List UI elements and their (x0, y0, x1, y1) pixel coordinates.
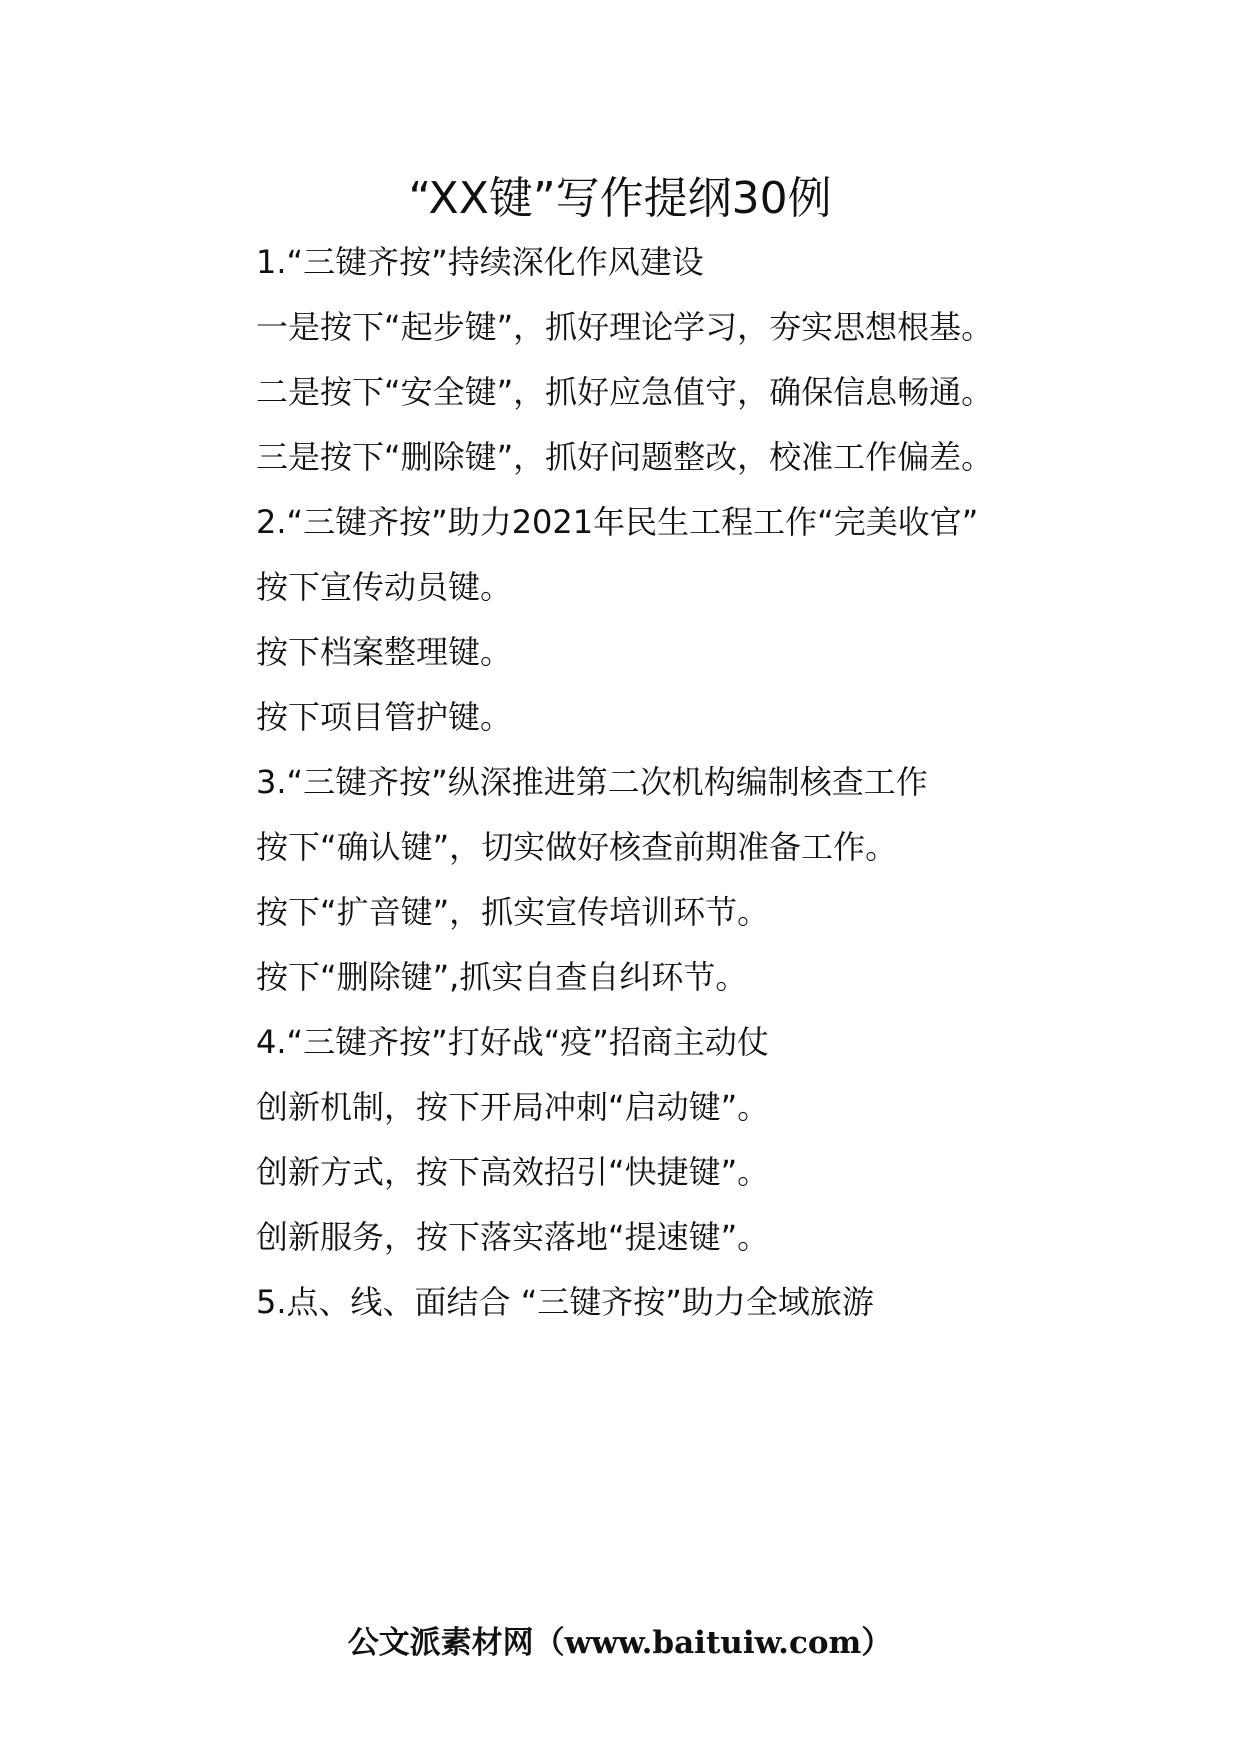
paragraph: 按下项目管护键。 (256, 698, 513, 736)
paragraph: 一是按下“起步键”，抓好理论学习，夯实思想根基。 (256, 308, 994, 346)
paragraph: 创新服务，按下落实落地“提速键”。 (256, 1218, 770, 1256)
section-heading-4: 4.“三键齐按”打好战“疫”招商主动仗 (256, 1023, 769, 1061)
paragraph: 三是按下“删除键”，抓好问题整改，校准工作偏差。 (256, 438, 994, 476)
page-footer: 公文派素材网（www.baituiw.com） (347, 1625, 893, 1661)
section-heading-1: 1.“三键齐按”持续深化作风建设 (256, 243, 704, 281)
paragraph: 创新机制，按下开局冲刺“启动键”。 (256, 1088, 770, 1126)
paragraph: 二是按下“安全键”，抓好应急值守，确保信息畅通。 (256, 373, 994, 411)
document-title: “XX键”写作提纲30例 (408, 173, 832, 224)
document-body (188, 230, 1058, 1335)
paragraph: 按下“确认键”，切实做好核查前期准备工作。 (256, 828, 898, 866)
paragraph: 按下宣传动员键。 (256, 568, 513, 606)
paragraph: 按下档案整理键。 (256, 633, 513, 671)
paragraph: 创新方式，按下高效招引“快捷键”。 (256, 1153, 770, 1191)
section-heading-2: 2.“三键齐按”助力2021年民生工程工作“完美收官” (256, 503, 979, 541)
paragraph: 按下“删除键”,抓实自查自纠环节。 (256, 958, 748, 996)
paragraph: 按下“扩音键”，抓实宣传培训环节。 (256, 893, 770, 931)
section-heading-5: 5.点、线、面结合 “三键齐按”助力全域旅游 (256, 1283, 874, 1321)
section-heading-3: 3.“三键齐按”纵深推进第二次机构编制核查工作 (256, 763, 928, 801)
